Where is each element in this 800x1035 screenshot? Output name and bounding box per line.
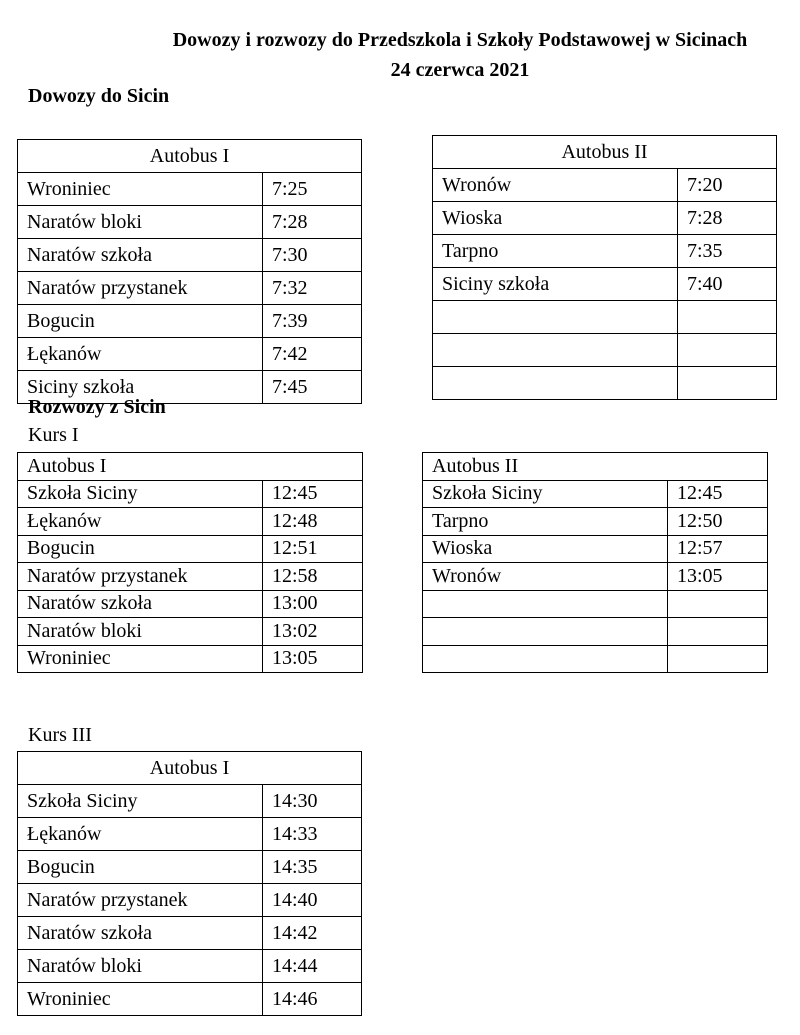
stop-name-cell: Siciny szkoła — [18, 371, 263, 404]
departure-time-cell — [678, 367, 777, 400]
departure-time-cell: 12:57 — [668, 535, 768, 563]
table-row — [433, 235, 777, 268]
stop-name-cell: Bogucin — [18, 535, 263, 563]
departure-time-cell: 7:28 — [263, 206, 362, 239]
stop-name-cell: Bogucin — [18, 305, 263, 338]
table-row — [423, 645, 768, 673]
kurs3-bus1-table — [17, 751, 362, 1016]
table-row — [18, 272, 362, 305]
stop-name-cell: Wroniniec — [18, 983, 263, 1016]
departure-time-cell: 7:45 — [263, 371, 362, 404]
table-row — [18, 645, 363, 673]
stop-name-cell: Naratów bloki — [18, 950, 263, 983]
stop-name-cell: Wroniniec — [18, 173, 263, 206]
stop-name-cell — [423, 645, 668, 673]
table-row — [18, 917, 362, 950]
table-row — [18, 305, 362, 338]
table-row — [18, 884, 362, 917]
table-row — [18, 590, 363, 618]
stop-name-cell — [423, 590, 668, 618]
table-row — [18, 508, 363, 536]
table-row — [18, 338, 362, 371]
stop-name-cell: Tarpno — [423, 508, 668, 536]
table-row — [433, 202, 777, 235]
departure-time-cell — [668, 590, 768, 618]
departure-time-cell: 14:44 — [263, 950, 362, 983]
departure-time-cell: 14:40 — [263, 884, 362, 917]
departure-time-cell: 12:50 — [668, 508, 768, 536]
table-row — [423, 535, 768, 563]
stop-name-cell: Bogucin — [18, 851, 263, 884]
stop-name-cell — [433, 301, 678, 334]
kurs1-bus2-table — [422, 452, 768, 673]
stop-name-cell — [433, 367, 678, 400]
departure-time-cell: 7:25 — [263, 173, 362, 206]
stop-name-cell: Łękanów — [18, 338, 263, 371]
table-row — [18, 535, 363, 563]
table-title: Autobus II — [433, 136, 777, 169]
departure-time-cell — [678, 334, 777, 367]
stop-name-cell — [423, 618, 668, 646]
table-row — [18, 851, 362, 884]
departure-time-cell: 14:33 — [263, 818, 362, 851]
stop-name-cell: Łękanów — [18, 508, 263, 536]
departure-time-cell: 12:45 — [668, 480, 768, 508]
stop-name-cell: Szkoła Siciny — [423, 480, 668, 508]
departure-time-cell: 7:32 — [263, 272, 362, 305]
stop-name-cell: Naratów szkoła — [18, 917, 263, 950]
page-title: Dowozy i rozwozy do Przedszkola i Szkoły Podstawowej w Sicinach — [172, 29, 748, 51]
table-row — [423, 618, 768, 646]
table-row — [18, 239, 362, 272]
departure-time-cell — [668, 618, 768, 646]
departure-time-cell: 12:45 — [263, 480, 363, 508]
departure-time-cell: 14:30 — [263, 785, 362, 818]
table-title: Autobus I — [18, 752, 362, 785]
departure-time-cell — [678, 301, 777, 334]
stop-name-cell: Naratów bloki — [18, 618, 263, 646]
stop-name-cell: Wronów — [423, 563, 668, 591]
kurs1-label: Kurs I — [28, 424, 79, 446]
stop-name-cell: Tarpno — [433, 235, 678, 268]
departure-time-cell: 13:00 — [263, 590, 363, 618]
departure-time-cell: 14:35 — [263, 851, 362, 884]
departure-time-cell: 12:51 — [263, 535, 363, 563]
departure-time-cell: 14:46 — [263, 983, 362, 1016]
table-row — [18, 173, 362, 206]
departure-time-cell: 13:02 — [263, 618, 363, 646]
departure-time-cell — [668, 645, 768, 673]
departure-time-cell: 7:40 — [678, 268, 777, 301]
kurs1-bus1-table — [17, 452, 363, 673]
table-title: Autobus I — [18, 453, 363, 481]
departure-time-cell: 7:28 — [678, 202, 777, 235]
departure-time-cell: 7:20 — [678, 169, 777, 202]
stop-name-cell: Naratów szkoła — [18, 590, 263, 618]
table-row — [18, 950, 362, 983]
kurs3-label: Kurs III — [28, 724, 92, 746]
stop-name-cell: Naratów przystanek — [18, 563, 263, 591]
departure-time-cell: 7:39 — [263, 305, 362, 338]
stop-name-cell: Szkoła Siciny — [18, 480, 263, 508]
stop-name-cell: Naratów przystanek — [18, 884, 263, 917]
section-heading-dowozy: Dowozy do Sicin — [28, 85, 170, 107]
departure-time-cell: 12:58 — [263, 563, 363, 591]
stop-name-cell: Naratów szkoła — [18, 239, 263, 272]
table-row — [423, 590, 768, 618]
stop-name-cell: Wioska — [423, 535, 668, 563]
table-row — [423, 508, 768, 536]
stop-name-cell — [433, 334, 678, 367]
departure-time-cell: 7:35 — [678, 235, 777, 268]
departure-time-cell: 13:05 — [263, 645, 363, 673]
table-row — [18, 618, 363, 646]
table-row — [433, 367, 777, 400]
table-row — [18, 563, 363, 591]
dowozy-bus2-table — [432, 135, 777, 400]
stop-name-cell: Wronów — [433, 169, 678, 202]
table-row — [433, 169, 777, 202]
table-row — [18, 785, 362, 818]
table-title: Autobus II — [423, 453, 768, 481]
table-row — [433, 268, 777, 301]
stop-name-cell: Wroniniec — [18, 645, 263, 673]
table-row — [433, 334, 777, 367]
table-row — [18, 480, 363, 508]
departure-time-cell: 7:30 — [263, 239, 362, 272]
stop-name-cell: Naratów bloki — [18, 206, 263, 239]
table-row — [18, 983, 362, 1016]
departure-time-cell: 12:48 — [263, 508, 363, 536]
table-title: Autobus I — [18, 140, 362, 173]
departure-time-cell: 14:42 — [263, 917, 362, 950]
stop-name-cell: Szkoła Siciny — [18, 785, 263, 818]
table-row — [18, 818, 362, 851]
departure-time-cell: 13:05 — [668, 563, 768, 591]
section-heading-rozwozy: Rozwozy z Sicin — [28, 396, 166, 418]
stop-name-cell: Wioska — [433, 202, 678, 235]
table-row — [423, 563, 768, 591]
stop-name-cell: Łękanów — [18, 818, 263, 851]
stop-name-cell: Siciny szkoła — [433, 268, 678, 301]
dowozy-bus1-table — [17, 139, 362, 404]
table-row — [18, 206, 362, 239]
departure-time-cell: 7:42 — [263, 338, 362, 371]
stop-name-cell: Naratów przystanek — [18, 272, 263, 305]
table-row — [433, 301, 777, 334]
page-date: 24 czerwca 2021 — [390, 59, 530, 81]
table-row — [423, 480, 768, 508]
